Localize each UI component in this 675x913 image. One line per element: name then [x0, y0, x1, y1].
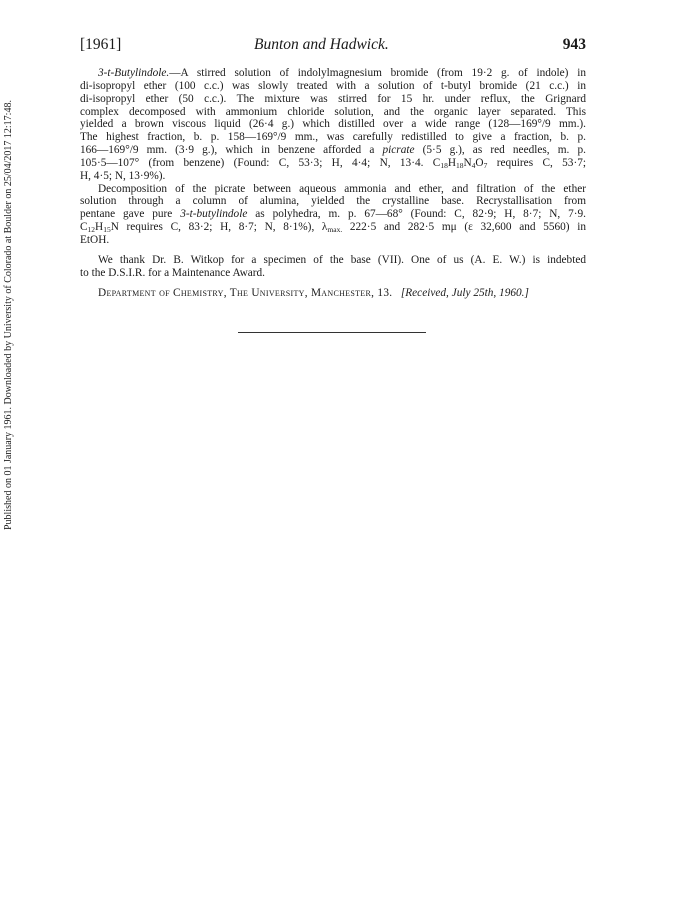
header-title: Bunton and Hadwick.	[254, 36, 389, 53]
header-year: [1961]	[80, 36, 122, 53]
text-line: di-isopropyl ether (100 c.c.) was slowly treated with a solution of t-butyl bromide (21 c.c.) in	[80, 79, 586, 92]
download-notice: Published on 01 January 1961. Downloaded by University of Colorado at Boulder on 25/04/2017 12:17:48.	[3, 100, 14, 530]
received-date: [Received, July 25th, 1960.]	[400, 286, 529, 299]
end-rule	[238, 332, 426, 333]
page-number: 943	[562, 36, 586, 53]
text-line: 105·5—107° (from benzene) (Found: C, 53·3; H, 4·4; N, 13·4. $C_{18}H_{18}N_4O_7$ requires C, 53·7;	[80, 156, 586, 170]
article-body	[80, 67, 586, 299]
compound-heading: 3-t-Butylindole.	[98, 67, 170, 79]
text-line: EtOH.	[80, 233, 110, 246]
text-line: H, 4·5; N, 13·9%).	[80, 169, 166, 182]
text-line: 166—169°/9 mm. (3·9 g.), which in benzene afforded a picrate (5·5 g.), as red needles, m. p.	[80, 144, 586, 157]
paragraph-decomposition	[80, 183, 586, 247]
affiliation: Department of Chemistry, The University, Manchester, 13.	[98, 286, 393, 299]
paragraph-synthesis	[80, 67, 586, 183]
text-line: We thank Dr. B. Witkop for a specimen of the base (VII). One of us (A. E. W.) is indebted	[98, 253, 586, 266]
acknowledgement	[80, 254, 586, 280]
text-line: di-isopropyl ether (50 c.c.). The mixture was stirred for 15 hr. under reflux, the Grignard	[80, 92, 586, 105]
text-line: The highest fraction, b. p. 158—169°/9 mm., was carefully redistilled to give a fraction, b. p.	[80, 131, 586, 144]
affiliation-line	[80, 287, 586, 300]
page-header	[80, 36, 586, 58]
text-line: complex decomposed with ammonium chloride solution, and the organic layer separated. This	[80, 105, 586, 118]
text-line: yielded a brown viscous liquid (26·4 g.) which distilled over a wide range (128—169°/9 mm.).	[80, 118, 586, 131]
text-line: to the D.S.I.R. for a Maintenance Award.	[80, 266, 265, 279]
text-line: $C_{12}H_{15}N$ requires C, 83·2; H, 8·7; N, 8·1%), $\lambda_{max.}$ 222·5 and 282·5 mμ (ε 32,600 and 5560) in	[80, 221, 586, 235]
text-line: solution through a column of alumina, yielded the crystalline base. Recrystallisation from	[80, 195, 586, 208]
text-line: pentane gave pure 3-t-butylindole as polyhedra, m. p. 67—68° (Found: C, 82·9; H, 8·7; N, 7·9.	[80, 208, 587, 221]
text-line: 3-t-Butylindole.—A stirred solution of indolylmagnesium bromide (from 19·2 g. of indole) in	[98, 67, 586, 79]
text-line: Decomposition of the picrate between aqueous ammonia and ether, and filtration of the ether	[98, 182, 586, 195]
